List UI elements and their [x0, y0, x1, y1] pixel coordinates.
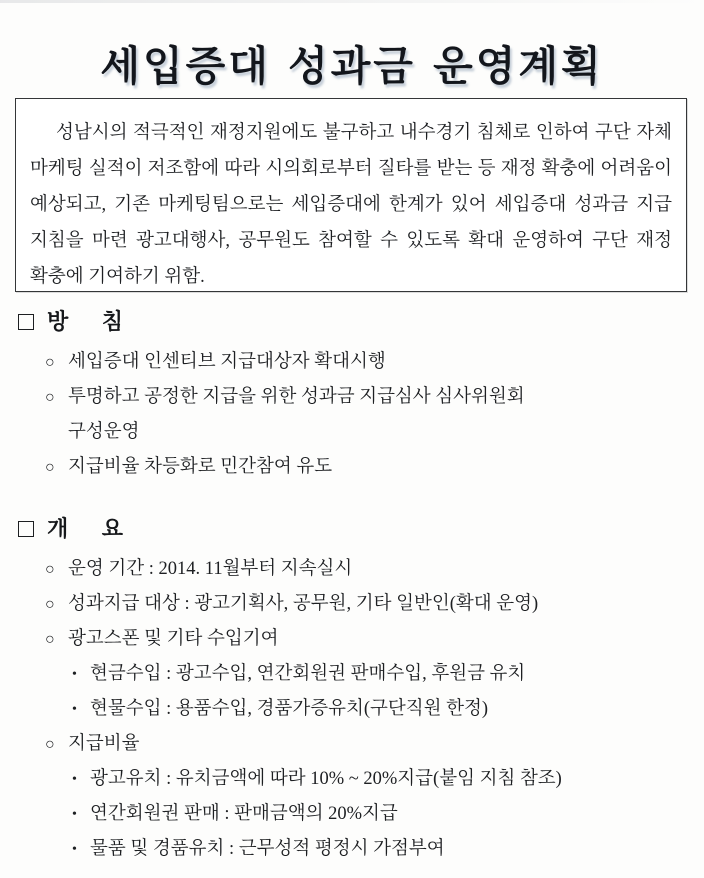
section-outline — [0, 512, 704, 867]
dot-bullet-icon: • — [72, 842, 77, 857]
dot-bullet-icon: • — [72, 702, 77, 717]
list-item — [0, 345, 704, 380]
policy-bullet-list — [0, 345, 704, 485]
list-item — [0, 622, 704, 657]
outline-bullet-list — [0, 552, 704, 867]
list-item — [0, 727, 704, 762]
square-outline-icon — [18, 521, 34, 537]
list-item-text: 지급비율 — [68, 734, 140, 754]
section-policy-title: 방 침 — [47, 309, 138, 334]
circle-bullet-icon: ○ — [45, 459, 55, 476]
list-item — [0, 797, 704, 832]
circle-bullet-icon: ○ — [45, 596, 55, 613]
dot-bullet-icon: • — [72, 772, 77, 787]
list-item-text: 현물수입 : 용품수입, 경품가증유치(구단직원 한정) — [90, 699, 489, 719]
list-item — [0, 762, 704, 797]
dot-bullet-icon: • — [72, 807, 77, 822]
list-item-text: 세입증대 인센티브 지급대상자 확대시행 — [68, 352, 386, 372]
circle-bullet-icon: ○ — [45, 561, 55, 578]
dot-bullet-icon: • — [72, 667, 77, 682]
income-sub-list — [0, 657, 704, 727]
list-item-continuation: 구성운영 — [68, 422, 140, 442]
section-outline-heading — [0, 512, 704, 546]
list-item-text: 물품 및 경품유치 : 근무성적 평정시 가점부여 — [90, 839, 445, 859]
list-item-text: 연간회원권 판매 : 판매금액의 20%지급 — [90, 804, 398, 824]
list-item — [0, 832, 704, 867]
list-item-text: 현금수입 : 광고수입, 연간회원권 판매수입, 후원금 유치 — [90, 664, 526, 684]
circle-bullet-icon: ○ — [45, 354, 55, 371]
scan-edge-artifact — [0, 0, 704, 3]
circle-bullet-icon: ○ — [45, 389, 55, 406]
purpose-paragraph: 성남시의 적극적인 재정지원에도 불구하고 내수경기 침체로 인하여 구단 자체 마케팅 실적이 저조함에 따라 시의회로부터 질타를 받는 등 재정 확충에 어려움이 예상되고, 기존 마케팅팀으로는 세입증대에 한계가 있어 세입증대 성과금 지급 지침을 마련 광고대행사, 공무원도 참여할 수 있도록 확대 운영하여 구단 재정 확충에 기여하기 위함. — [30, 123, 672, 287]
list-item — [0, 657, 704, 692]
list-item — [0, 450, 704, 485]
list-item-text: 지급비율 차등화로 민간참여 유도 — [68, 457, 333, 477]
list-item-text: 성과지급 대상 : 광고기획사, 공무원, 기타 일반인(확대 운영) — [68, 594, 539, 614]
list-item — [0, 587, 704, 622]
section-policy-heading — [0, 305, 704, 339]
list-item — [0, 380, 704, 450]
list-item-text: 운영 기간 : 2014. 11월부터 지속실시 — [68, 559, 353, 579]
payment-rate-sub-list — [0, 762, 704, 867]
list-item-text: 광고유치 : 유치금액에 따라 10% ~ 20%지급(붙임 지침 참조) — [90, 769, 562, 789]
list-item — [0, 552, 704, 587]
list-item-text: 광고스폰 및 기타 수입기여 — [68, 629, 279, 649]
list-item — [0, 692, 704, 727]
section-policy — [0, 305, 704, 485]
circle-bullet-icon: ○ — [45, 736, 55, 753]
section-outline-title: 개 요 — [47, 516, 138, 541]
circle-bullet-icon: ○ — [45, 631, 55, 648]
square-outline-icon — [18, 314, 34, 330]
page-title: 세입증대 성과금 운영계획 — [100, 42, 604, 91]
list-item-text: 투명하고 공정한 지급을 위한 성과금 지급심사 심사위원회 — [68, 387, 525, 407]
purpose-box — [15, 98, 687, 292]
